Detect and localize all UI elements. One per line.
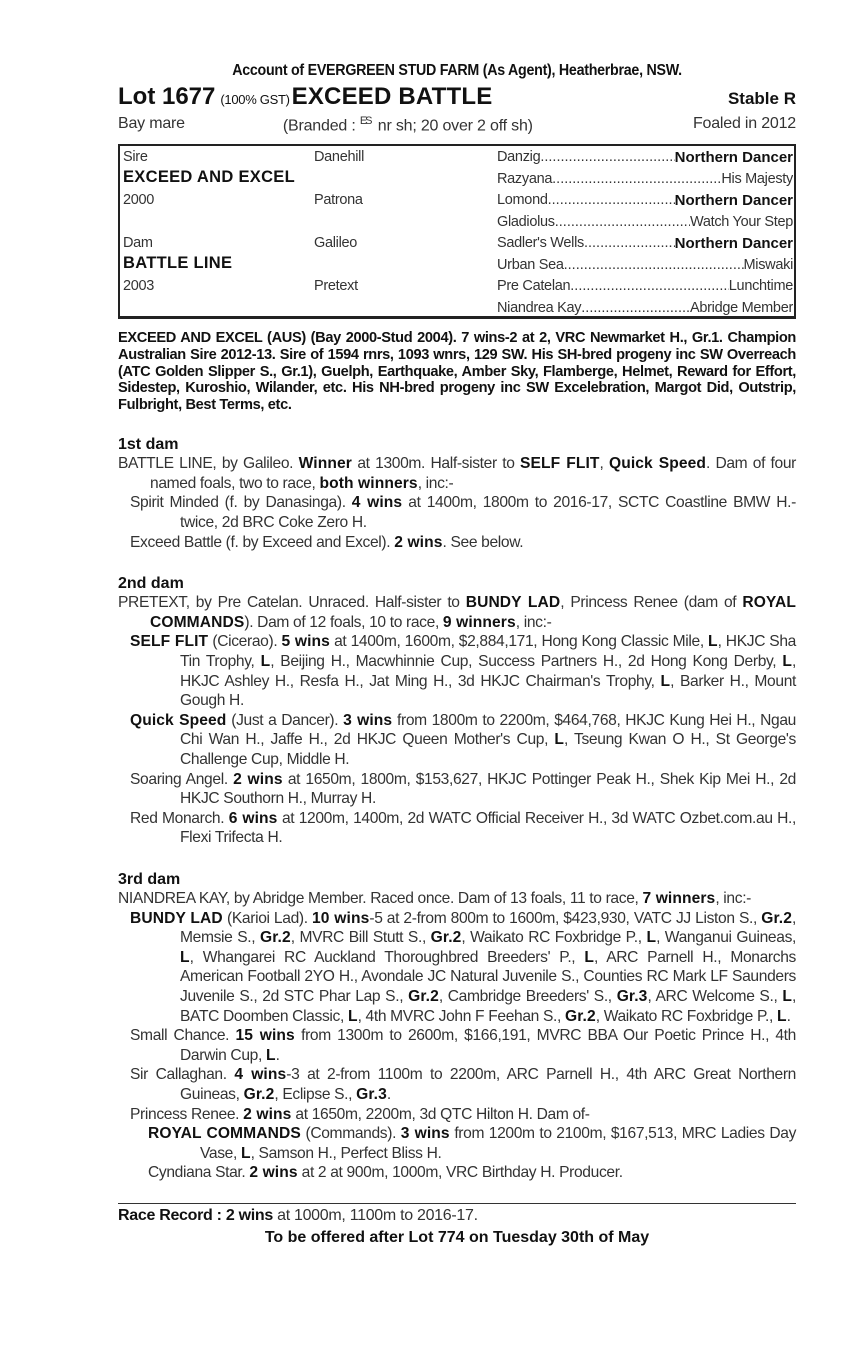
record-text: at 1650m, 2200m, 3d QTC Hilton H. Dam of- [291, 1105, 590, 1123]
record-text: , Eclipse S., [274, 1085, 357, 1103]
leader-dots [564, 257, 744, 273]
sire-label: Sire [123, 149, 148, 166]
highlight-text: 9 winners [442, 613, 516, 631]
record-text: Exceed Battle (f. by Exceed and Excel). [130, 533, 395, 551]
colour-sex: Bay mare [118, 115, 185, 132]
record-text: at 1400m, 1800m to 2016-17, SCTC Coastline BMW H.-twice, 2d BRC Coke Zero H. [180, 494, 797, 532]
brand-mark-icon: ES [359, 115, 371, 127]
record-text: -3 at 2-from 1100m to 2200m, ARC Parnell H., 4th ARC Great Northern Guineas, [180, 1066, 797, 1103]
leader-dots [552, 171, 721, 187]
record-text: from 1300m to 2600m, $166,191, MVRC BBA Our Poetic Prince H., 4th Darwin Cup, [180, 1027, 796, 1064]
race-record-text: at 1000m, 1100m to 2016-17. [272, 1206, 478, 1224]
highlight-text: L [584, 948, 595, 966]
grandparent-row [497, 192, 793, 209]
section-heading: 3rd dam [118, 870, 181, 888]
record-text: , inc:- [417, 474, 454, 492]
ancestor-name: Lomond [497, 192, 548, 209]
highlight-text: L [782, 987, 792, 1005]
record-text: Cyndiana Star. [148, 1164, 250, 1182]
ancestor-sire: Northern Dancer [674, 192, 793, 210]
highlight-text: 2 wins [243, 1105, 292, 1123]
highlight-text: L [660, 672, 671, 690]
vendor-account: Account of EVERGREEN STUD FARM (As Agent), Heatherbrae, NSW. [232, 62, 682, 79]
record-text: , inc:- [715, 889, 752, 907]
pedigree-table [118, 144, 796, 319]
sire-sire: Danehill [314, 149, 364, 166]
record-text: , Waikato RC Foxbridge P., [595, 1007, 777, 1025]
catalogue-page [118, 62, 796, 1247]
sale-note: To be offered after Lot 774 on Tuesday 30th of May [264, 1228, 650, 1246]
sire-dam: Patrona [314, 192, 363, 209]
record-text: , Wanganui Guineas, [656, 929, 796, 947]
record-text: BATTLE LINE, by Galileo. [118, 455, 299, 473]
ancestor-sire: Abridge Member [690, 299, 793, 316]
produce-record [118, 593, 796, 632]
record-text: , ARC Welcome S., [647, 987, 783, 1005]
leader-dots [555, 214, 690, 230]
grandparent-row [497, 235, 793, 252]
highlight-text: BUNDY LAD [465, 594, 561, 612]
record-text: Spirit Minded (f. by Danasinga). [130, 494, 352, 512]
produce-record [118, 770, 796, 809]
highlight-text: Gr.2 [243, 1085, 275, 1103]
highlight-text: 5 wins [281, 633, 330, 651]
highlight-text: 7 winners [642, 889, 716, 907]
record-text: , Whangarei RC Auckland Thoroughbred Breeders' P., [189, 948, 585, 966]
leader-dots [584, 235, 675, 252]
record-text: . Dam of four named foals, two to race, [150, 455, 797, 492]
horse-name: EXCEED BATTLE [291, 83, 493, 110]
highlight-text: 3 wins [343, 711, 393, 729]
leader-dots [548, 192, 675, 209]
record-text: , Princess Renee (dam of [560, 594, 743, 612]
record-text: (Commands). [300, 1125, 401, 1143]
record-text: , Waikato RC Foxbridge P., [461, 929, 647, 947]
grandparent-row [497, 257, 793, 273]
highlight-text: L [347, 1007, 358, 1025]
highlight-text: Gr.2 [408, 987, 439, 1005]
highlight-text: L [708, 633, 718, 651]
sire-name: EXCEED AND EXCEL [123, 168, 295, 187]
foaled-year: Foaled in 2012 [692, 115, 796, 132]
record-text: , BATC Doomben Classic, [180, 987, 796, 1025]
produce-record [118, 454, 796, 493]
highlight-text: 6 wins [228, 809, 278, 827]
record-text: , MVRC Bill Stutt S., [290, 929, 431, 947]
highlight-text: ROYAL COMMANDS [148, 1125, 301, 1143]
ancestor-sire: His Majesty [721, 170, 793, 187]
record-text: , Tseung Kwan O H., St George's Challenge Cup, Middle H. [180, 731, 796, 769]
divider [118, 1203, 796, 1204]
ancestor-name: Pre Catelan [497, 278, 571, 295]
ancestor-sire: Watch Your Step [690, 213, 793, 230]
leader-dots [540, 149, 674, 166]
record-text: at 1400m, 1600m, $2,884,171, Hong Kong Classic Mile, [329, 633, 709, 651]
record-text: ). Dam of 12 foals, 10 to race, [244, 613, 443, 631]
produce-record [118, 493, 796, 532]
highlight-text: Quick Speed [608, 455, 707, 473]
produce-record [118, 889, 796, 909]
dam-label: Dam [123, 235, 153, 252]
record-text: PRETEXT, by Pre Catelan. Unraced. Half-sister to [118, 594, 466, 612]
brand-prefix: (Branded : [282, 117, 356, 135]
record-text: . [275, 1046, 280, 1064]
highlight-text: Gr.2 [430, 929, 462, 947]
highlight-text: L [240, 1144, 251, 1162]
record-text: , HKJC Ashley H., Resfa H., Jat Ming H., 3d HKJC Chairman's Trophy, [180, 653, 796, 690]
record-text: . [386, 1085, 391, 1103]
highlight-text: L [554, 731, 565, 749]
gst-note: (100% GST) [220, 92, 290, 107]
horse-description [118, 115, 796, 135]
record-text: at 2 at 900m, 1000m, VRC Birthday H. Producer. [297, 1164, 623, 1182]
grandparent-row [497, 214, 793, 230]
record-text: , Cambridge Breeders' S., [438, 987, 617, 1005]
highlight-text: 4 wins [351, 494, 403, 512]
highlight-text: 3 wins [400, 1125, 450, 1143]
record-text: (Just a Dancer). [226, 711, 344, 729]
produce-record [118, 533, 796, 553]
highlight-text: SELF FLIT [520, 455, 600, 473]
record-text: , [599, 455, 609, 473]
record-text: Soaring Angel. [130, 770, 234, 788]
highlight-text: Gr.2 [564, 1007, 596, 1025]
record-text: Sir Callaghan. [130, 1066, 235, 1084]
record-text: . [786, 1007, 791, 1025]
record-text: from 1800m to 2200m, $464,768, HKJC Kung Hei H., Ngau Chi Wan H., Jaffe H., 2d HKJC Queen Mother's Cup, [180, 711, 796, 749]
sire-note: EXCEED AND EXCEL (AUS) (Bay 2000-Stud 2004). 7 wins-2 at 2, VRC Newmarket H., Gr.1. Champion Australian Sire 2012-13. Sire of 1594 rnrs, 1093 wnrs, 129 SW. His SH-bred progeny inc SW Overreach (ATC Golden Slipper S., Gr.1), Guelph, Earthquake, Amber Sky, Flamberge, Helmet, Reward for Effort, Sidestep, Kuroshio, Wilander, etc. His NH-bred progeny inc SW Excelebration, Margot Did, Outstrip, Fulbright, Best Terms, etc. [118, 330, 796, 413]
record-text: Small Chance. [130, 1027, 236, 1045]
leader-dots [581, 300, 690, 316]
record-text: Red Monarch. [130, 809, 229, 827]
record-text: Princess Renee. [130, 1105, 244, 1123]
ancestor-name: Razyana [497, 170, 553, 187]
highlight-text: L [776, 1007, 787, 1025]
record-text: at 1200m, 1400m, 2d WATC Official Receiver H., 3d WATC Ozbet.com.au H., Flexi Trifecta H. [180, 809, 796, 847]
ancestor-name: Gladiolus [497, 213, 555, 230]
highlight-text: Gr.2 [761, 909, 792, 927]
highlight-text: 2 wins [394, 533, 443, 551]
race-record-label: Race Record : 2 wins [118, 1206, 273, 1224]
highlight-text: Gr.3 [616, 987, 648, 1005]
highlight-text: Winner [298, 455, 352, 473]
brand-suffix: nr sh; 20 over 2 off sh) [377, 117, 533, 135]
highlight-text: SELF FLIT [130, 633, 209, 651]
highlight-text: Gr.2 [259, 929, 291, 947]
record-text: at 1650m, 1800m, $153,627, HKJC Pottinger Peak H., Shek Kip Mei H., 2d HKJC Southorn H., Murray H. [180, 770, 796, 808]
record-text: at 1300m. Half-sister to [351, 455, 521, 473]
record-text: , Memsie S., [180, 909, 796, 947]
sire-year: 2000 [123, 192, 155, 209]
record-text: , HKJC Sha Tin Trophy, [180, 633, 796, 671]
grandparent-row [497, 149, 793, 166]
produce-record [118, 1124, 796, 1163]
produce-record [118, 1163, 796, 1183]
highlight-text: 2 wins [233, 770, 283, 788]
ancestor-sire: Miswaki [743, 256, 793, 273]
ancestor-sire: Northern Dancer [674, 149, 793, 167]
grandparent-row [497, 278, 793, 294]
record-text: , inc:- [515, 613, 552, 631]
lot-number: Lot 1677 [118, 83, 216, 110]
record-text: NIANDREA KAY, by Abridge Member. Raced once. Dam of 13 foals, 11 to race, [118, 889, 643, 907]
race-record [118, 1207, 796, 1225]
highlight-text: L [646, 929, 657, 947]
produce-record [118, 711, 796, 770]
record-text: , Beijing H., Macwhinnie Cup, Success Partners H., 2d Hong Kong Derby, [270, 653, 783, 671]
produce-record [118, 809, 796, 848]
highlight-text: both winners [319, 474, 418, 492]
ancestor-sire: Lunchtime [728, 278, 793, 295]
produce-record [118, 632, 796, 710]
section-heading: 1st dam [118, 436, 179, 454]
section-heading: 2nd dam [118, 575, 184, 593]
record-text: , Barker H., Mount Gough H. [180, 672, 796, 710]
highlight-text: BUNDY LAD [130, 909, 223, 927]
highlight-text: 10 wins [312, 909, 370, 927]
record-text: . See below. [442, 533, 524, 551]
record-text: from 1200m to 2100m, $167,513, MRC Ladies Day Vase, [200, 1125, 797, 1162]
record-text: , 4th MVRC John F Feehan S., [357, 1007, 565, 1025]
dam-sire: Galileo [314, 235, 358, 252]
produce-record [118, 909, 796, 1027]
highlight-text: ROYAL COMMANDS [150, 594, 796, 631]
dam-dam: Pretext [314, 278, 358, 295]
highlight-text: L [260, 653, 271, 671]
stable-label: Stable R [727, 89, 796, 108]
record-text: (Karioi Lad). [222, 909, 313, 927]
produce-record [118, 1105, 796, 1125]
grandparent-row [497, 300, 793, 316]
record-text: , Samson H., Perfect Bliss H. [250, 1144, 442, 1162]
dam-name: BATTLE LINE [123, 254, 233, 273]
produce-record [118, 1065, 796, 1104]
record-text: (Cicerao). [208, 633, 282, 651]
highlight-text: 15 wins [235, 1027, 295, 1045]
grandparent-row [497, 171, 793, 187]
highlight-text: 2 wins [249, 1164, 298, 1182]
record-text: , ARC Parnell H., Monarchs American Football 2YO H., Avondale JC Natural Juvenile S., Counties RC Mark LF Saunders Juvenile S., 2d STC Phar Lap S., [180, 948, 796, 1005]
highlight-text: Gr.3 [356, 1085, 387, 1103]
leader-dots [570, 278, 729, 294]
highlight-text: L [265, 1046, 276, 1064]
ancestor-name: Niandrea Kay [497, 299, 582, 316]
highlight-text: L [180, 948, 190, 966]
lot-line [118, 83, 796, 110]
dam-year: 2003 [123, 278, 155, 295]
highlight-text: Quick Speed [130, 711, 227, 729]
ancestor-sire: Northern Dancer [674, 235, 793, 253]
produce-record [118, 1026, 796, 1065]
ancestor-name: Sadler's Wells [497, 235, 584, 252]
highlight-text: 4 wins [234, 1066, 287, 1084]
record-text: -5 at 2-from 800m to 1600m, $423,930, VATC JJ Liston S., [369, 909, 762, 927]
ancestor-name: Urban Sea [497, 256, 564, 273]
brand-info [283, 115, 533, 135]
ancestor-name: Danzig [497, 149, 541, 166]
highlight-text: L [782, 653, 792, 671]
